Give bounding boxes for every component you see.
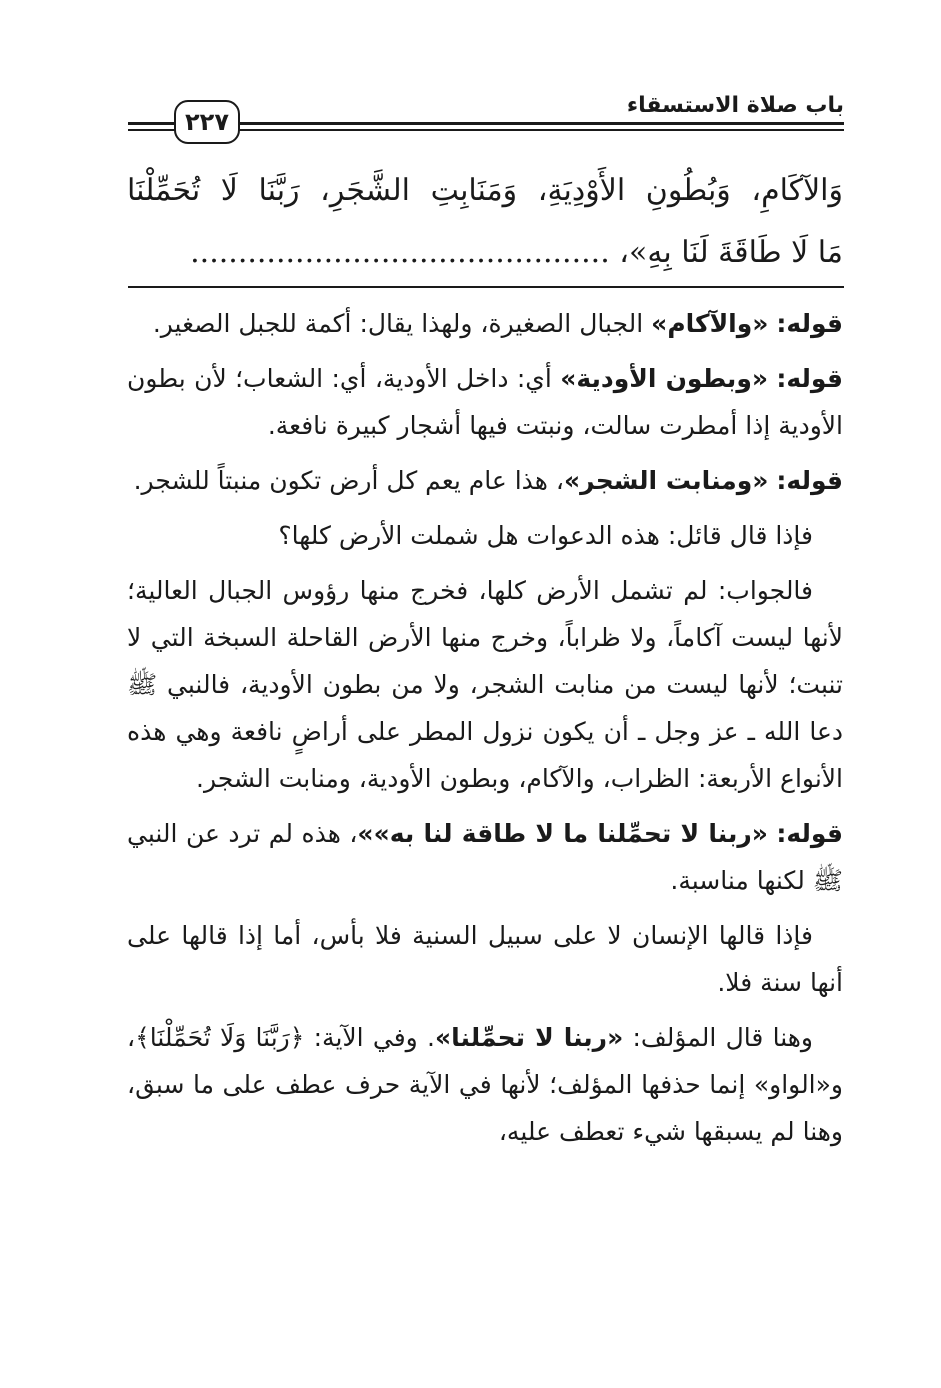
paragraph-text: وهنا قال المؤلف: bbox=[623, 1023, 813, 1052]
commentary-paragraph-4 bbox=[127, 512, 843, 559]
commentary bbox=[127, 300, 843, 1163]
paragraph-text: . وفي الآية: ﴿رَبَّنَا وَلَا تُحَمِّلْنَا﴾، و«الواو» إنما حذفها المؤلف؛ لأنها في الآية حرف عطف على ما سبق، وهنا لم يسبقها شيء تعطف عليه، bbox=[127, 1023, 843, 1146]
paragraph-text: فإذا قال قائل: هذه الدعوات هل شملت الأرض كلها؟ bbox=[278, 521, 813, 550]
quoted-phrase: «ومنابت الشجر» bbox=[564, 466, 769, 495]
matn-divider bbox=[128, 286, 844, 288]
paragraph-text: ، هذا عام يعم كل أرض تكون منبتاً للشجر. bbox=[133, 466, 565, 495]
commentary-paragraph-2 bbox=[127, 355, 843, 449]
page-header bbox=[128, 92, 844, 148]
commentary-paragraph-8 bbox=[127, 1014, 843, 1155]
matn-dots: ............................................ bbox=[190, 235, 610, 270]
commentary-paragraph-1 bbox=[127, 300, 843, 347]
qawluh-label: قوله: bbox=[776, 364, 843, 393]
commentary-paragraph-5 bbox=[127, 567, 843, 802]
matn-text bbox=[127, 160, 843, 284]
matn-line-2 bbox=[127, 222, 843, 284]
page-number-frame bbox=[174, 100, 240, 144]
paragraph-text: الجبال الصغيرة، ولهذا يقال: أكمة للجبل الصغير. bbox=[152, 309, 652, 338]
qawluh-label: قوله: bbox=[776, 819, 843, 848]
quoted-phrase: «ربنا لا تحمِّلنا ما لا طاقة لنا به»» bbox=[357, 819, 768, 848]
quoted-phrase: «ربنا لا تحمِّلنا» bbox=[434, 1023, 624, 1052]
quoted-phrase: «وبطون الأودية» bbox=[560, 364, 769, 393]
paragraph-text: فالجواب: لم تشمل الأرض كلها، فخرج منها رؤوس الجبال العالية؛ لأنها ليست آكاماً، ولا ظراباً، وخرج منها الأرض القاحلة السبخة التي لا تنبت؛ لأنها ليست من منابت الشجر، ولا من بطون الأودية، فالنبي ﷺ دعا الله ـ عز وجل ـ أن يكون نزول المطر على أراضٍ نافعة وهي هذه الأنواع الأربعة: الظراب، والآكام، وبطون الأودية، ومنابت الشجر. bbox=[127, 576, 843, 793]
matn-line-1: وَالآكَامِ، وَبُطُونِ الأَوْدِيَةِ، وَمَنَابِتِ الشَّجَرِ، رَبَّنَا لَا تُحَمِّلْنَا bbox=[127, 173, 843, 208]
paragraph-text: ، هذه لم ترد عن النبي ﷺ لكنها مناسبة. bbox=[127, 819, 843, 895]
qawluh-label: قوله: bbox=[776, 466, 843, 495]
commentary-paragraph-7 bbox=[127, 912, 843, 1006]
matn-line-2-text: مَا لَا طَاقَةَ لَنَا بِهِ»، bbox=[619, 235, 843, 270]
paragraph-text: فإذا قالها الإنسان لا على سبيل السنية فلا بأس، أما إذا قالها على أنها سنة فلا. bbox=[127, 921, 843, 997]
commentary-paragraph-3 bbox=[127, 457, 843, 504]
commentary-paragraph-6 bbox=[127, 810, 843, 904]
paragraph-text: أي: داخل الأودية، أي: الشعاب؛ لأن بطون الأودية إذا أمطرت سالت، ونبتت فيها أشجار كبيرة نافعة. bbox=[127, 364, 843, 440]
quoted-phrase: «والآكام» bbox=[651, 309, 769, 338]
chapter-title: باب صلاة الاستسقاء bbox=[619, 92, 844, 120]
qawluh-label: قوله: bbox=[776, 309, 843, 338]
page-number: ٢٢٧ bbox=[185, 108, 229, 136]
